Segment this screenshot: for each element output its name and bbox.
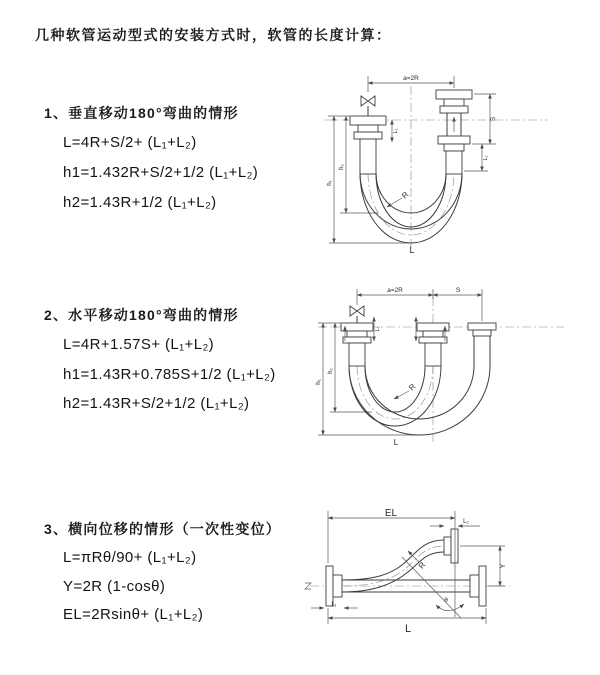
section-3-formula-EL: EL=2Rsinθ+ (L₁+L₂) <box>63 606 204 623</box>
dimension-EL <box>328 508 455 617</box>
left-flange <box>326 566 342 606</box>
left-fitting <box>341 323 373 366</box>
dim-label-S: S <box>455 287 461 294</box>
dim-label-h1: h₁ <box>316 379 322 385</box>
dim-label-R: R <box>407 382 418 393</box>
dim-label-L: L <box>404 623 412 635</box>
left-fitting <box>350 116 386 174</box>
dimension-stroke-S <box>464 94 497 171</box>
dim-label-L: L <box>393 438 399 447</box>
diagram-vertical-180-bend <box>316 70 564 258</box>
section-1-heading: 1、垂直移动180°弯曲的情形 <box>44 105 239 121</box>
dim-label-L: L <box>409 245 415 255</box>
dimension-L1 <box>311 602 358 608</box>
dim-label-l1-right: L₁ <box>483 155 489 161</box>
section-3-formula-Y: Y=2R (1-cosθ) <box>63 578 166 595</box>
section-3-heading: 3、横向位移的情形（一次性变位） <box>44 521 281 537</box>
page-title: 几种软管运动型式的安装方式时，软管的长度计算： <box>35 27 392 43</box>
section-1-formula-h2: h2=1.43R+1/2 (L₁+L₂) <box>63 194 217 211</box>
dim-label-a2r: a=2R <box>387 287 403 294</box>
dim-label-h2: h₂ <box>328 368 334 374</box>
dim-label-a2r: a=2R <box>403 75 419 82</box>
dim-label-S: S <box>490 116 497 122</box>
dim-label-EL: EL <box>384 508 398 519</box>
right-fitting-upper <box>436 90 472 136</box>
dim-label-R: R <box>416 560 428 571</box>
radius-callout <box>387 190 411 207</box>
diagram-lateral-displacement <box>298 505 583 655</box>
diagram-horizontal-180-bend <box>312 283 584 453</box>
upper-flange-hub <box>444 537 451 555</box>
right-fitting-lower <box>438 136 470 174</box>
dimension-top-span <box>357 287 482 321</box>
dim-label-Y: Y <box>500 563 507 569</box>
right-fitting-moved <box>468 323 496 366</box>
dimension-fittings <box>374 317 416 341</box>
upper-flange-plate <box>451 529 458 563</box>
displaced-hose <box>342 529 458 592</box>
section-3-formula-L: L=πRθ/90+ (L₁+L₂) <box>63 549 197 566</box>
valve-icon <box>361 96 375 116</box>
dim-label-l1: L₁ <box>393 128 399 134</box>
dim-label-h2: h₂ <box>339 164 345 170</box>
dim-label-L2: L₂ <box>463 519 469 525</box>
radius-callout <box>408 551 428 570</box>
dimension-fitting-left <box>392 120 399 142</box>
section-1-formula-L: L=4R+S/2+ (L₁+L₂) <box>63 134 197 151</box>
dim-label-h1: h₁ <box>327 180 333 186</box>
radius-callout <box>394 382 418 399</box>
dim-label-L1: L₁ <box>331 602 337 608</box>
dimension-L <box>328 608 486 635</box>
dim-label-R: R <box>400 190 411 201</box>
valve-icon <box>350 306 364 323</box>
section-2-heading: 2、水平移动180°弯曲的情形 <box>44 307 239 323</box>
hose-u-bends <box>349 366 490 435</box>
section-2-formula-h2: h2=1.43R+S/2+1/2 (L₁+L₂) <box>63 395 250 412</box>
section-1-formula-h1: h1=1.432R+S/2+1/2 (L₁+L₂) <box>63 164 259 181</box>
dim-label-theta: θ <box>444 597 448 604</box>
section-2-formula-h1: h1=1.43R+0.785S+1/2 (L₁+L₂) <box>63 366 276 383</box>
section-2-formula-L: L=4R+1.57S+ (L₁+L₂) <box>63 336 215 353</box>
dim-label-l1: L₁ <box>375 326 381 332</box>
middle-fitting <box>417 323 449 366</box>
centerlines <box>324 86 548 250</box>
